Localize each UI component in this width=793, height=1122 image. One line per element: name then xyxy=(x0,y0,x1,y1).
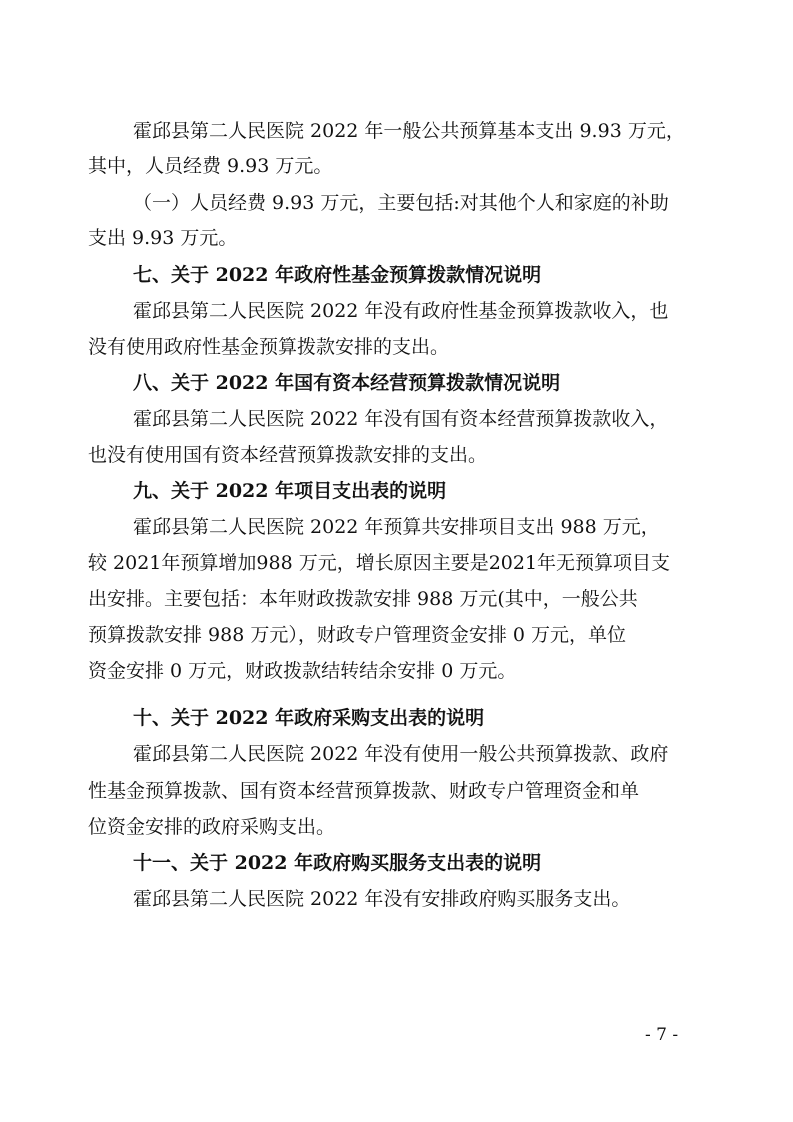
paragraph-line: 较 2021年预算增加988 万元，增长原因主要是2021年无预算项目支 xyxy=(88,552,671,574)
section-heading-10: 十、关于 2022 年政府采购支出表的说明 xyxy=(133,707,485,729)
section-heading-8: 八、关于 2022 年国有资本经营预算拨款情况说明 xyxy=(133,372,561,394)
paragraph-line: 位资金安排的政府采购支出。 xyxy=(88,816,336,838)
paragraph-line: 其中，人员经费 9.93 万元。 xyxy=(88,155,333,177)
section-heading-7: 七、关于 2022 年政府性基金预算拨款情况说明 xyxy=(133,264,542,286)
paragraph-line: 霍邱县第二人民医院 2022 年预算共安排项目支出 988 万元， xyxy=(133,516,660,538)
page-number: - 7 - xyxy=(645,1025,679,1045)
paragraph-line: 霍邱县第二人民医院 2022 年没有使用一般公共预算拨款、政府 xyxy=(133,743,669,765)
section-heading-11: 十一、关于 2022 年政府购买服务支出表的说明 xyxy=(133,852,542,874)
paragraph-line: 霍邱县第二人民医院 2022 年没有安排政府购买服务支出。 xyxy=(133,888,631,910)
paragraph-line: 资金安排 0 万元，财政拨款结转结余安排 0 万元。 xyxy=(88,660,517,682)
paragraph-line: 霍邱县第二人民医院 2022 年没有国有资本经营预算拨款收入， xyxy=(133,408,669,430)
paragraph-line: 支出 9.93 万元。 xyxy=(88,227,238,249)
paragraph-line: 没有使用政府性基金预算拨款安排的支出。 xyxy=(88,336,450,358)
paragraph-line: 预算拨款安排 988 万元），财政专户管理资金安排 0 万元，单位 xyxy=(88,624,627,646)
paragraph-line: 出安排。主要包括：本年财政拨款安排 988 万元(其中，一般公共 xyxy=(88,588,638,610)
paragraph-line: 霍邱县第二人民医院 2022 年没有政府性基金预算拨款收入，也 xyxy=(133,300,669,322)
section-heading-9: 九、关于 2022 年项目支出表的说明 xyxy=(133,480,447,502)
paragraph-line: （一）人员经费 9.93 万元，主要包括:对其他个人和家庭的补助 xyxy=(133,192,669,214)
paragraph-line: 也没有使用国有资本经营预算拨款安排的支出。 xyxy=(88,444,488,466)
paragraph-line: 霍邱县第二人民医院 2022 年一般公共预算基本支出 9.93 万元， xyxy=(133,120,685,142)
paragraph-line: 性基金预算拨款、国有资本经营预算拨款、财政专户管理资金和单 xyxy=(88,780,640,802)
